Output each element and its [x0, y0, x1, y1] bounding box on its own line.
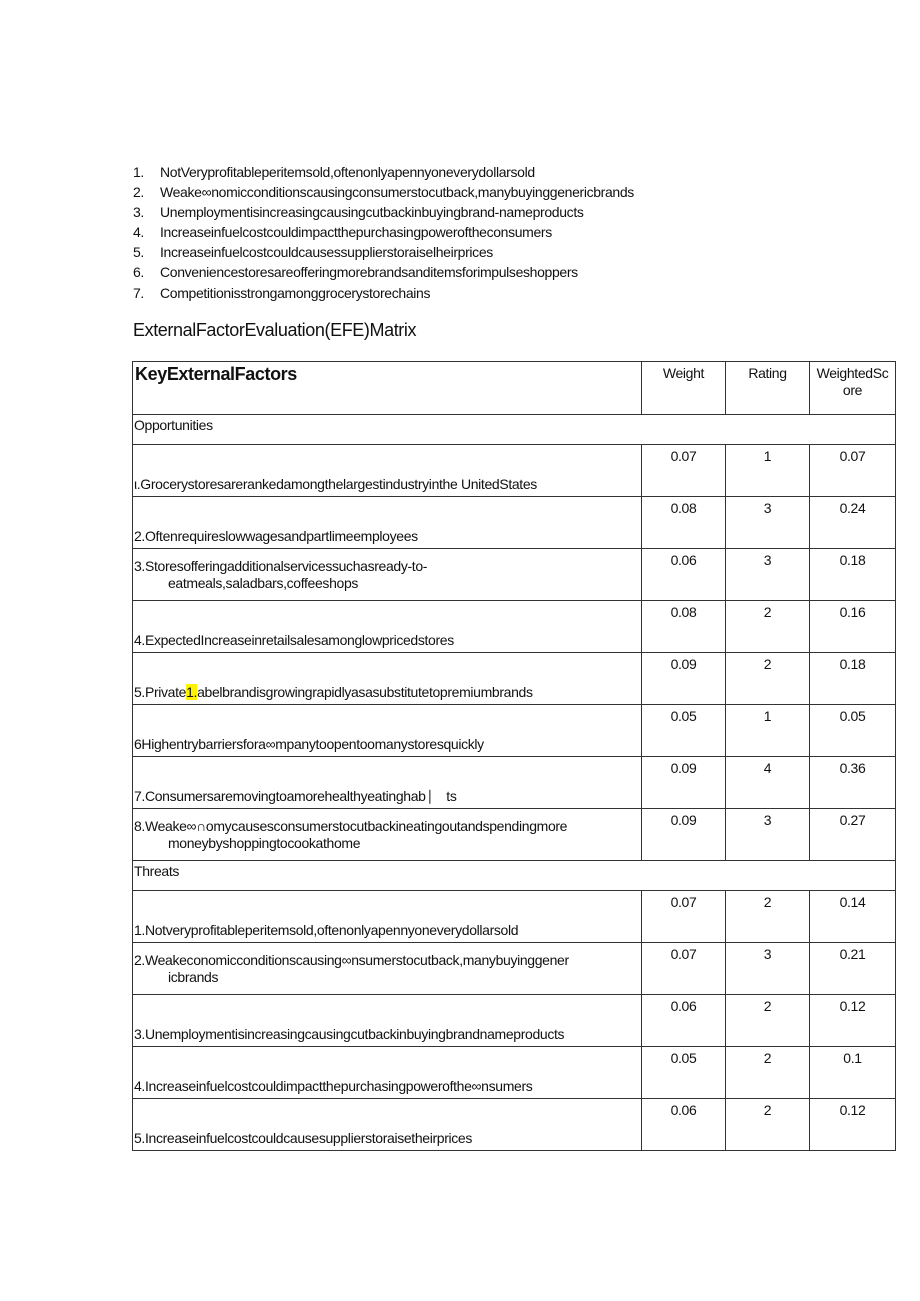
- section-row-opportunities: [133, 415, 896, 445]
- table-row: [133, 757, 896, 809]
- rating-cell: 1: [726, 705, 810, 757]
- rating-cell: 2: [726, 995, 810, 1047]
- factor-cell: 2.Oftenrequireslowwagesandpartlimeemployees: [133, 497, 642, 549]
- factor-cell: 5.Private1.abelbrandisgrowingrapidlyasasubstitutetopremiumbrands: [133, 653, 642, 705]
- table-row: [133, 445, 896, 497]
- list-item: 3. Unemploymentisincreasingcausingcutbackinbuyingbrand-nameproducts: [133, 204, 584, 221]
- intro-factor-list: [133, 162, 634, 303]
- table-row: [133, 653, 896, 705]
- rating-cell: 3: [726, 497, 810, 549]
- matrix-title: ExternalFactorEvaluation(EFE)Matrix: [133, 320, 417, 340]
- header-rating: Rating: [726, 362, 810, 415]
- rating-cell: 3: [726, 943, 810, 995]
- header-weight: Weight: [642, 362, 726, 415]
- rating-cell: 2: [726, 653, 810, 705]
- list-item: 4. Increaseinfuelcostcouldimpactthepurchasingpoweroftheconsumers: [133, 224, 552, 241]
- factor-cell: 4.ExpectedIncreaseinretailsalesamonglowpricedstores: [133, 601, 642, 653]
- factor-cell: ι.Grocerystoresarerankedamongthelargestindustryinthe UnitedStates: [133, 445, 642, 497]
- table-row: [133, 891, 896, 943]
- list-item: 5. Increaseinfuelcostcouldcausessupplierstoraiselheirprices: [133, 244, 493, 261]
- rating-cell: 2: [726, 1047, 810, 1099]
- factor-cell: 5.Increaseinfuelcostcouldcausesupplierstoraisetheirprices: [133, 1099, 642, 1151]
- table-row: [133, 601, 896, 653]
- header-weighted-score: WeightedSc ore: [810, 362, 896, 415]
- rating-cell: 4: [726, 757, 810, 809]
- factor-cell: 8.Weake∞∩omycausesconsumerstocutbackineatingoutandspendingmore moneybyshoppingtocookathome: [133, 809, 642, 861]
- table-row: [133, 1099, 896, 1151]
- weight-cell: 0.07: [642, 943, 726, 995]
- score-cell: 0.12: [810, 1099, 896, 1151]
- list-item: 2. Weake∞nomicconditionscausingconsumerstocutback,manybuyinggenericbrands: [133, 184, 634, 201]
- factor-cell: 3.Unemploymentisincreasingcausingcutbackinbuyingbrandnameproducts: [133, 995, 642, 1047]
- table-row: [133, 549, 896, 601]
- weight-cell: 0.09: [642, 809, 726, 861]
- list-item: 7. Competitionisstrongamonggrocerystorechains: [133, 284, 431, 301]
- score-cell: 0.18: [810, 653, 896, 705]
- weight-cell: 0.07: [642, 891, 726, 943]
- table-row: [133, 943, 896, 995]
- section-label: Threats: [133, 861, 896, 891]
- rating-cell: 1: [726, 445, 810, 497]
- score-cell: 0.07: [810, 445, 896, 497]
- header-key-external-factors: KeyExternalFactors: [133, 362, 642, 415]
- weight-cell: 0.08: [642, 601, 726, 653]
- weight-cell: 0.07: [642, 445, 726, 497]
- rating-cell: 2: [726, 1099, 810, 1151]
- weight-cell: 0.09: [642, 653, 726, 705]
- weight-cell: 0.05: [642, 1047, 726, 1099]
- weight-cell: 0.08: [642, 497, 726, 549]
- highlight-mark: 1.: [186, 684, 198, 700]
- score-cell: 0.21: [810, 943, 896, 995]
- table-header-row: [133, 362, 896, 415]
- efe-matrix-table: [132, 361, 896, 1151]
- table-row: [133, 1047, 896, 1099]
- weight-cell: 0.06: [642, 549, 726, 601]
- list-item: 1. NotVeryprofitableperitemsold,oftenonlyapennyoneverydollarsold: [133, 164, 535, 180]
- rating-cell: 2: [726, 601, 810, 653]
- factor-cell: 6Highentrybarriersfora∞mpanytoopentoomanystoresquickly: [133, 705, 642, 757]
- score-cell: 0.36: [810, 757, 896, 809]
- weight-cell: 0.05: [642, 705, 726, 757]
- factor-cell: 3.Storesofferingadditionalservicessuchasready-to- eatmeals,saladbars,coffeeshops: [133, 549, 642, 601]
- table-row: [133, 705, 896, 757]
- score-cell: 0.05: [810, 705, 896, 757]
- score-cell: 0.16: [810, 601, 896, 653]
- factor-cell: 1.Notveryprofitableperitemsold,oftenonlyapennyoneverydollarsold: [133, 891, 642, 943]
- score-cell: 0.24: [810, 497, 896, 549]
- rating-cell: 2: [726, 891, 810, 943]
- factor-cell: 7.Consumersaremovingtoamorehealthyeatinghab ⎸ ts: [133, 757, 642, 809]
- rating-cell: 3: [726, 549, 810, 601]
- table-row: [133, 995, 896, 1047]
- score-cell: 0.14: [810, 891, 896, 943]
- score-cell: 0.12: [810, 995, 896, 1047]
- factor-cell: 2.Weakeconomicconditionscausing∞nsumerstocutback,manybuyinggener icbrands: [133, 943, 642, 995]
- weight-cell: 0.09: [642, 757, 726, 809]
- score-cell: 0.27: [810, 809, 896, 861]
- weight-cell: 0.06: [642, 1099, 726, 1151]
- weight-cell: 0.06: [642, 995, 726, 1047]
- factor-cell: 4.Increaseinfuelcostcouldimpactthepurchasingpowerofthe∞nsumers: [133, 1047, 642, 1099]
- section-row-threats: [133, 861, 896, 891]
- table-row: [133, 497, 896, 549]
- score-cell: 0.1: [810, 1047, 896, 1099]
- table-row: [133, 809, 896, 861]
- section-label: Opportunities: [133, 415, 896, 445]
- list-item: 6. Conveniencestoresareofferingmorebrandsanditemsforimpulseshoppers: [133, 264, 578, 281]
- score-cell: 0.18: [810, 549, 896, 601]
- rating-cell: 3: [726, 809, 810, 861]
